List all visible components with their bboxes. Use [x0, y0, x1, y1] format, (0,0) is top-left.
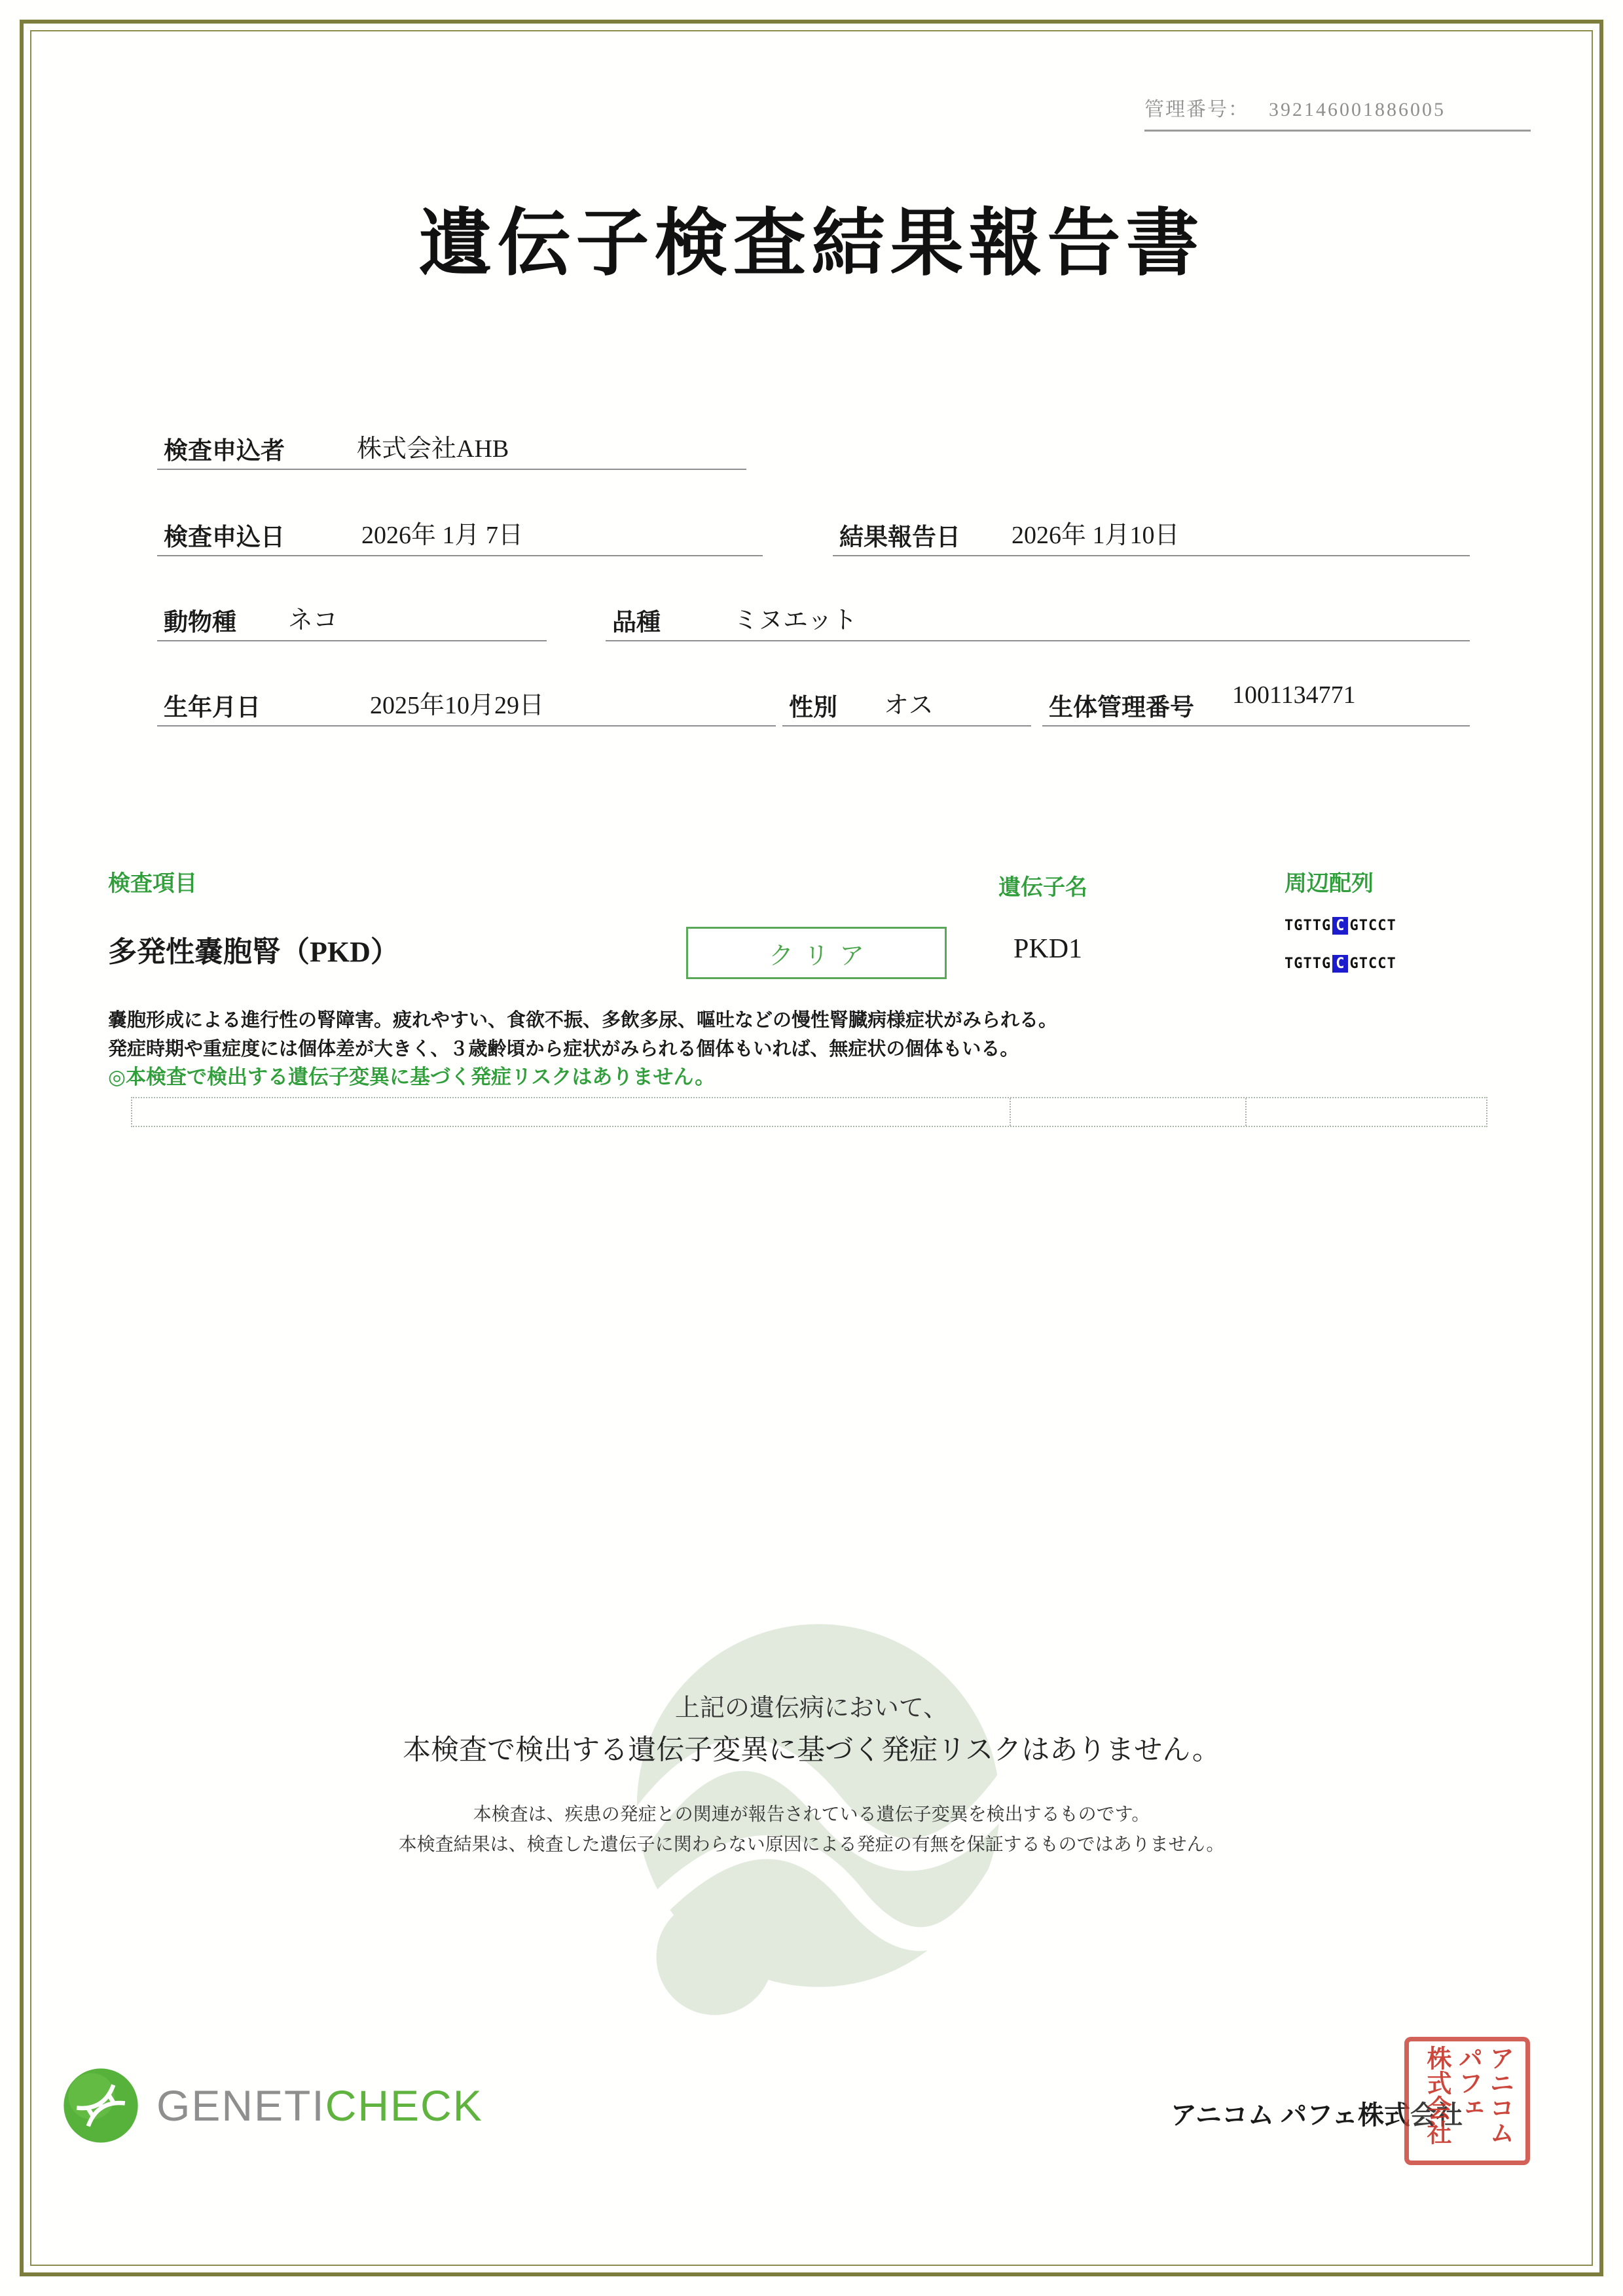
logo-text-gray: GENETI	[156, 2081, 325, 2130]
field-underline	[606, 640, 1470, 641]
species-label: 動物種	[164, 609, 236, 636]
breed-value: ミヌエット	[733, 607, 858, 634]
seal-column: パフェ	[1453, 2045, 1482, 2120]
sequence-line-2	[1285, 956, 1396, 972]
birth-date-value: 2025年10月29日	[370, 692, 545, 719]
seal-column: 株式会社	[1423, 2045, 1451, 2145]
dotted-divider	[1245, 1098, 1247, 1126]
gene-name: PKD1	[1013, 934, 1083, 964]
results-header-gene: 遺伝子名	[998, 876, 1087, 900]
animal-id-value: 1001134771	[1232, 681, 1356, 709]
disease-description-line-1: 嚢胞形成による進行性の腎障害。疲れやすい、食欲不振、多飲多尿、嘔吐などの慢性腎臓病様症状がみられる。	[108, 1010, 1058, 1031]
summary-note-1: 本検査は、疾患の発症との関連が報告されている遺伝子変異を検出するものです。	[473, 1804, 1150, 1824]
company-seal-stamp	[1404, 2037, 1530, 2165]
sequence-variant: C	[1332, 917, 1348, 935]
sequence-post: GTCCT	[1349, 918, 1396, 934]
summary-line-1: 上記の遺伝病において、	[674, 1695, 949, 1722]
applicant-value: 株式会社AHB	[357, 435, 509, 463]
field-underline	[1042, 725, 1470, 726]
breed-label: 品種	[612, 609, 661, 636]
species-value: ネコ	[288, 607, 338, 634]
apply-date-label: 検査申込日	[164, 524, 285, 551]
animal-id-label: 生体管理番号	[1049, 694, 1194, 721]
geneticheck-logo	[62, 2067, 483, 2144]
test-item-name: 多発性嚢胞腎（PKD）	[108, 936, 399, 968]
summary-line-2: 本検査で検出する遺伝子変異に基づく発症リスクはありません。	[403, 1734, 1220, 1766]
disease-description-line-2: 発症時期や重症度には個体差が大きく、３歳齢頃から症状がみられる個体もいれば、無症状の個体もいる。	[108, 1039, 1019, 1060]
field-underline	[833, 555, 1470, 556]
company-name: アニコム パフェ株式会社	[1171, 2100, 1463, 2130]
logo-text-green: CHECK	[325, 2081, 483, 2130]
risk-note: ◎本検査で検出する遺伝子変異に基づく発症リスクはありません。	[108, 1066, 716, 1088]
report-date-label: 結果報告日	[839, 524, 960, 551]
sequence-post: GTCCT	[1349, 956, 1396, 972]
report-date-value: 2026年 1月10日	[1012, 522, 1180, 549]
results-header-sequence: 周辺配列	[1285, 872, 1374, 896]
field-underline	[157, 469, 746, 470]
results-header-item: 検査項目	[108, 872, 197, 896]
empty-result-row	[131, 1097, 1487, 1127]
result-status-value: クリア	[768, 942, 875, 970]
birth-date-label: 生年月日	[164, 694, 261, 721]
apply-date-value: 2026年 1月 7日	[361, 522, 524, 549]
geneticheck-logo-icon	[62, 2067, 139, 2144]
field-underline	[157, 640, 547, 641]
management-number-label: 管理番号：	[1144, 99, 1249, 120]
sex-value: オス	[884, 692, 934, 719]
page-title: 遺伝子検査結果報告書	[418, 204, 1205, 285]
field-underline	[782, 725, 1031, 726]
applicant-label: 検査申込者	[164, 438, 285, 465]
management-number-row	[1144, 93, 1531, 132]
sequence-pre: TGTTG	[1285, 918, 1332, 934]
geneticheck-logo-text	[156, 2081, 483, 2130]
dotted-divider	[1010, 1098, 1011, 1126]
sex-label: 性別	[789, 694, 837, 721]
management-number-value: 392146001886005	[1269, 99, 1446, 120]
summary-note-2: 本検査結果は、検査した遺伝子に関わらない原因による発症の有無を保証するものではありません。	[398, 1834, 1225, 1854]
field-underline	[157, 725, 776, 726]
result-status-box	[686, 927, 947, 979]
sequence-line-1	[1285, 918, 1396, 934]
sequence-pre: TGTTG	[1285, 956, 1332, 972]
field-underline	[157, 555, 763, 556]
sequence-variant: C	[1332, 955, 1348, 973]
seal-column: アニコム	[1485, 2045, 1513, 2145]
